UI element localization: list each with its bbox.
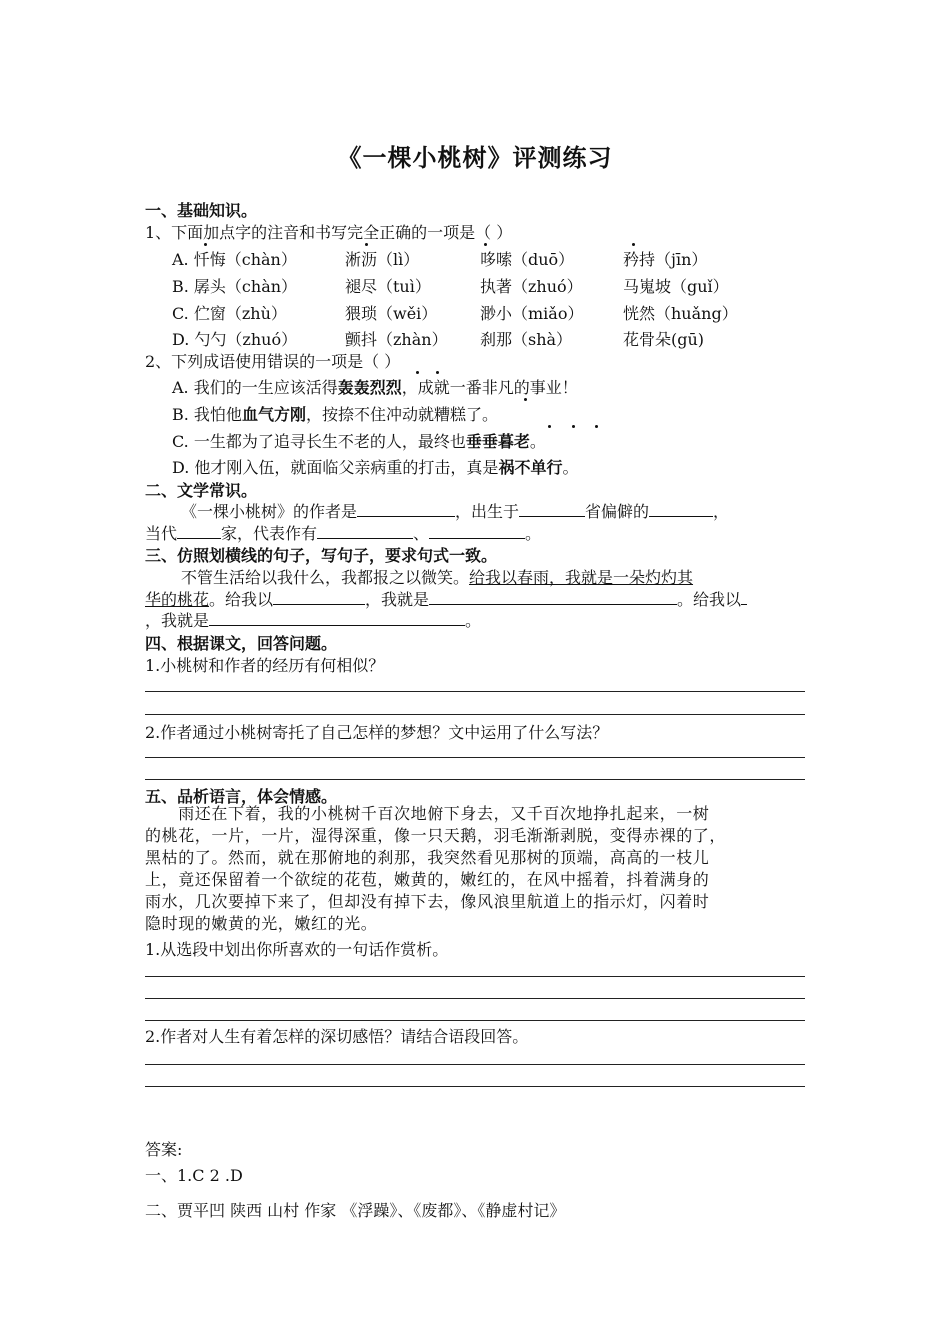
question-4-2: 2.作者通过小桃树寄托了自己怎样的梦想？文中运用了什么写法？ bbox=[145, 723, 609, 742]
answer-blank[interactable] bbox=[649, 502, 713, 517]
q2-option-c: C. 一生都为了追寻长生不老的人，最终也垂垂暮老。 bbox=[172, 432, 546, 451]
question-5-2: 2.作者对人生有着怎样的深切感悟？请结合语段回答。 bbox=[145, 1027, 529, 1046]
answers-label: 答案: bbox=[145, 1140, 183, 1159]
passage-line: 雨还在下着，我的小桃树千百次地俯下身去，又千百次地挣扎起来，一树 bbox=[145, 804, 710, 823]
emphasis-dot bbox=[484, 243, 487, 246]
emphasis-dot bbox=[595, 425, 598, 428]
answer-line[interactable] bbox=[145, 998, 805, 999]
answer-line[interactable] bbox=[145, 779, 805, 780]
answer-line[interactable] bbox=[145, 1020, 805, 1021]
answer-line[interactable] bbox=[145, 1064, 805, 1065]
answer-line[interactable] bbox=[145, 1086, 805, 1087]
passage-line: 的桃花，一片，一片，湿得深重，像一只天鹅，羽毛渐渐剥脱，变得赤裸的了， bbox=[145, 826, 727, 845]
answer-line[interactable] bbox=[145, 757, 805, 758]
literature-line-1: 《一棵小桃树》的作者是 ，出生于 省偏僻的 ， bbox=[181, 502, 730, 521]
emphasis-dot bbox=[436, 371, 439, 374]
answers-line-1: 一、1.C 2 .D bbox=[145, 1166, 243, 1185]
passage-line: 雨水，几次要掉下来了，但却没有掉下去，像风浪里航道上的指示灯，闪着时 bbox=[145, 892, 710, 911]
emphasis-dot bbox=[632, 243, 635, 246]
section-4-heading: 四、根据课文，回答问题。 bbox=[145, 634, 338, 653]
answer-line[interactable] bbox=[145, 976, 805, 977]
page-title: 《一棵小桃树》评测练习 bbox=[337, 144, 613, 172]
imitation-line-3: ，我就是 。 bbox=[145, 611, 482, 630]
option-b-word-2: 褪尽（tuì） bbox=[345, 277, 431, 296]
passage-line: 黑枯的了。然而，就在那俯地的刹那，我突然看见那树的顶端，高高的一枝儿 bbox=[145, 848, 710, 867]
q2-option-d: D. 他才刚入伍，就面临父亲病重的打击，真是祸不单行。 bbox=[172, 458, 579, 477]
section-2-heading: 二、文学常识。 bbox=[145, 481, 258, 500]
option-d-word-2: 颤抖（zhàn） bbox=[345, 330, 448, 349]
answer-line[interactable] bbox=[145, 714, 805, 715]
emphasis-dot bbox=[416, 371, 419, 374]
answer-blank[interactable] bbox=[357, 502, 455, 517]
option-b-word-1: B. 孱头（chàn） bbox=[172, 277, 298, 296]
answer-blank[interactable] bbox=[429, 590, 677, 605]
option-a-word-3: 哆嗦（duō） bbox=[480, 250, 575, 269]
answer-blank[interactable] bbox=[741, 590, 747, 605]
answer-blank[interactable] bbox=[317, 524, 413, 539]
answer-blank[interactable] bbox=[209, 611, 465, 626]
question-5-1: 1.从选段中划出你所喜欢的一句话作赏析。 bbox=[145, 940, 449, 959]
answer-line[interactable] bbox=[145, 691, 805, 692]
emphasis-dot bbox=[572, 425, 575, 428]
emphasis-dot bbox=[365, 243, 368, 246]
question-1-2: 2、下列成语使用错误的一项是（ ） bbox=[145, 352, 401, 371]
q2-option-b: B. 我怕他血气方刚，按捺不住冲动就糟糕了。 bbox=[172, 405, 498, 424]
answer-blank[interactable] bbox=[177, 524, 221, 539]
option-c-word-2: 猥琐（wěi） bbox=[345, 304, 438, 323]
imitation-line-2: 华的桃花。给我以 ，我就是 。给我以 bbox=[145, 587, 747, 610]
passage-line: 上，竟还保留着一个欲绽的花苞，嫩黄的，嫩红的，在风中摇着，抖着满身的 bbox=[145, 870, 710, 889]
option-c-word-3: 渺小（miǎo） bbox=[480, 304, 584, 323]
section-1-heading: 一、基础知识。 bbox=[145, 201, 258, 220]
emphasis-dot bbox=[548, 425, 551, 428]
option-c-word-4: 恍然（huǎng） bbox=[623, 304, 738, 323]
q2-option-a: A. 我们的一生应该活得轰轰烈烈，成就一番非凡的事业！ bbox=[172, 378, 578, 397]
answer-blank[interactable] bbox=[273, 590, 365, 605]
option-d-word-3: 刹那（shà） bbox=[480, 330, 573, 349]
option-a-word-2: 淅沥（lì） bbox=[345, 250, 420, 269]
option-d-word-4: 花骨朵(gū) bbox=[623, 330, 705, 349]
option-a-word-1: A. 忏悔（chàn） bbox=[172, 250, 297, 269]
section-3-heading: 三、仿照划横线的句子，写句子，要求句式一致。 bbox=[145, 546, 498, 565]
option-b-word-3: 执著（zhuó） bbox=[480, 277, 583, 296]
option-d-word-1: D. 勺勺（zhuó） bbox=[172, 330, 298, 349]
option-a-word-4: 矜持（jīn） bbox=[623, 250, 708, 269]
literature-line-2: 当代 家，代表作有 、 。 bbox=[145, 524, 542, 543]
question-4-1: 1.小桃树和作者的经历有何相似？ bbox=[145, 656, 385, 675]
answer-blank[interactable] bbox=[519, 502, 585, 517]
passage-line: 隐时现的嫩黄的光，嫩红的光。 bbox=[145, 914, 378, 933]
question-1-1: 1、下面加点字的注音和书写完全正确的一项是（ ） bbox=[145, 223, 513, 242]
option-c-word-1: C. 伫窗（zhù） bbox=[172, 304, 287, 323]
answer-blank[interactable] bbox=[429, 524, 525, 539]
emphasis-dot bbox=[204, 243, 207, 246]
emphasis-dot bbox=[524, 398, 527, 401]
imitation-line-1: 不管生活给以我什么，我都报之以微笑。给我以春雨，我就是一朵灼灼其 bbox=[181, 568, 694, 587]
answers-line-2: 二、贾平凹 陕西 山村 作家 《浮躁》、《废都》、《静虚村记》 bbox=[145, 1201, 566, 1220]
option-b-word-4: 马嵬坡（guǐ） bbox=[623, 277, 729, 296]
section-5-heading: 五、品析语言，体会情感。 bbox=[145, 787, 338, 806]
passage bbox=[145, 803, 810, 935]
